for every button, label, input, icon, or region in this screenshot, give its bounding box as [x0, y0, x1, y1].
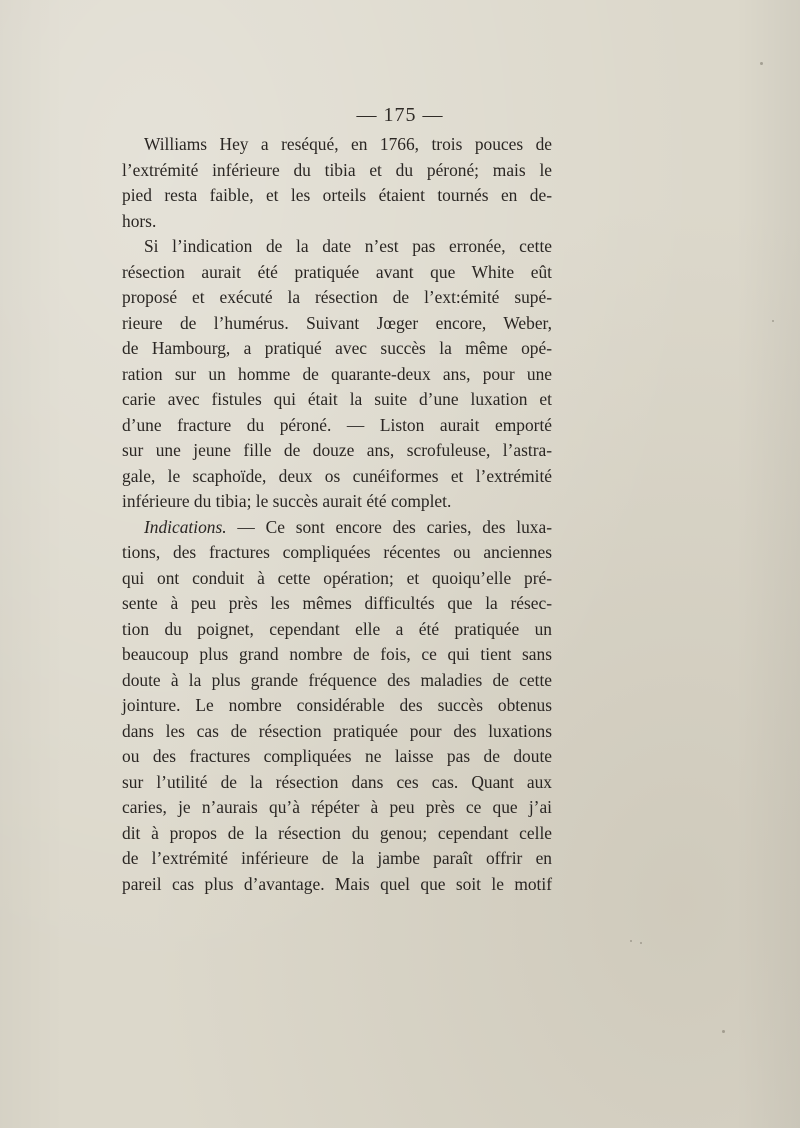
text-line: doute à la plus grande fréquence des maladies de cette	[122, 669, 552, 690]
text-line	[122, 515, 552, 541]
text-line: pareil cas plus d’avantage. Mais quel que soit le motif	[122, 873, 552, 894]
text-line: pied resta faible, et les orteils étaient tournés en de-	[122, 185, 552, 205]
text-line: qui ont conduit à cette opération; et quoiqu’elle pré-	[122, 567, 552, 588]
paper-speck	[722, 1030, 725, 1033]
text-line: caries, je n’aurais qu’à répéter à peu près ce que j’ai	[122, 797, 552, 817]
body-text	[122, 132, 552, 897]
text-line: inférieure du tibia; le succès aurait été complet.	[122, 491, 452, 511]
paper-speck	[640, 942, 642, 944]
text-line: de Hambourg, a pratiqué avec succès la même opé-	[122, 338, 552, 358]
text-line: résection aurait été pratiquée avant que White eût	[122, 261, 552, 282]
text-line: sur l’utilité de la résection dans ces cas. Quant aux	[122, 771, 552, 792]
text-line: sente à peu près les mêmes difficultés que la résec-	[122, 593, 552, 613]
section-heading: Indications.	[144, 516, 227, 537]
text-line: Williams Hey a reséqué, en 1766, trois pouces de	[144, 134, 552, 154]
text-line: de l’extrémité inférieure de la jambe paraît offrir en	[122, 848, 552, 868]
paper-speck	[760, 62, 763, 65]
text-line: Si l’indication de la date n’est pas erronée, cette	[144, 236, 552, 256]
text-line: ou des fractures compliquées ne laisse pas de doute	[122, 746, 552, 766]
text-line: jointure. Le nombre considérable des succès obtenus	[122, 695, 552, 715]
text-line: dit à propos de la résection du genou; cependant celle	[122, 822, 552, 843]
text-line: hors.	[122, 210, 157, 231]
text-line: dans les cas de résection pratiquée pour des luxations	[122, 720, 552, 741]
text-line: gale, le scaphoïde, deux os cunéiformes et l’extrémité	[122, 465, 552, 486]
text-line: d’une fracture du péroné. — Liston aurait emporté	[122, 414, 552, 435]
text-line: rieure de l’humérus. Suivant Jœger encore, Weber,	[122, 312, 552, 333]
paper-speck	[630, 940, 632, 942]
text-line: l’extrémité inférieure du tibia et du péroné; mais le	[122, 159, 552, 180]
text-line: tion du poignet, cependant elle a été pratiquée un	[122, 618, 552, 639]
page-number: — 175 —	[356, 104, 444, 126]
text-line: proposé et exécuté la résection de l’ext:émité supé-	[122, 287, 552, 307]
text-line: carie avec fistules qui était la suite d’une luxation et	[122, 389, 552, 409]
text-line: sur une jeune fille de douze ans, scrofuleuse, l’astra-	[122, 440, 552, 460]
text-line: beaucoup plus grand nombre de fois, ce qui tient sans	[122, 644, 552, 664]
text-line: tions, des fractures compliquées récentes ou anciennes	[122, 542, 552, 562]
paper-speck	[772, 320, 774, 322]
text-line: ration sur un homme de quarante-deux ans, pour une	[122, 363, 552, 384]
text-line-content: — Ce sont encore des caries, des luxa-	[226, 516, 552, 537]
